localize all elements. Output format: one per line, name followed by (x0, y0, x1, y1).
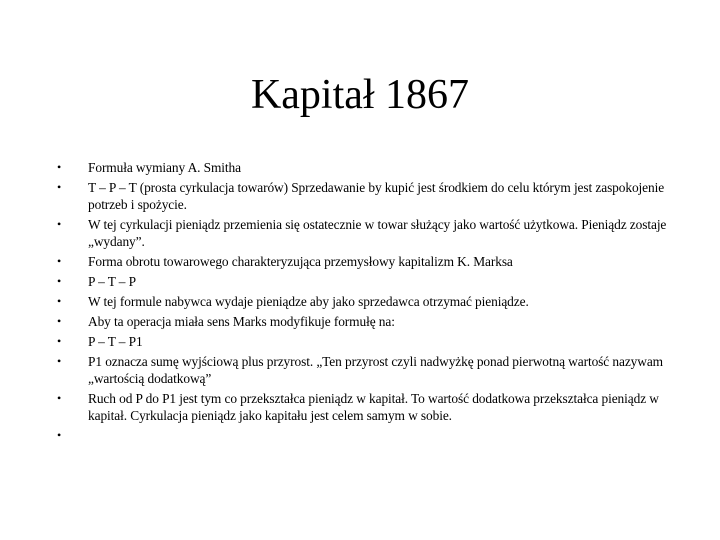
bullet-text: P – T – P (88, 274, 136, 289)
bullet-item (57, 353, 677, 387)
bullet-text: W tej cyrkulacji pieniądz przemienia się ostatecznie w towar służący jako wartość użytkowa. Pieniądz zostaje „wydany”. (88, 217, 667, 249)
bullet-item (57, 216, 677, 250)
bullet-dot-icon: • (57, 354, 62, 368)
bullet-text: Formuła wymiany A. Smitha (88, 160, 241, 175)
bullet-text: W tej formule nabywca wydaje pieniądze aby jako sprzedawca otrzymać pieniądze. (88, 294, 529, 309)
bullet-text: Aby ta operacja miała sens Marks modyfikuje formułę na: (88, 314, 395, 329)
bullet-dot-icon: • (57, 160, 62, 174)
slide-title: Kapitał 1867 (250, 72, 470, 118)
bullet-text: P – T – P1 (88, 334, 143, 349)
bullet-item (57, 273, 677, 290)
bullet-item (57, 333, 677, 350)
bullet-item (57, 179, 677, 213)
bullet-dot-icon: • (57, 217, 62, 231)
bullet-text: T – P – T (prosta cyrkulacja towarów) Sprzedawanie by kupić jest środkiem do celu którym jest zaspokojenie potrzeb i spożycie. (88, 180, 665, 212)
bullet-dot-icon: • (57, 180, 62, 194)
bullet-dot-icon: • (57, 428, 62, 442)
bullet-dot-icon: • (57, 334, 62, 348)
bullet-dot-icon: • (57, 314, 62, 328)
bullet-dot-icon: • (57, 391, 62, 405)
bullet-dot-icon: • (57, 254, 62, 268)
bullet-item (57, 313, 677, 330)
bullet-text: Ruch od P do P1 jest tym co przekształca pieniądz w kapitał. To wartość dodatkowa przekształca pieniądz w kapitał. Cyrkulacja pieniądz jako kapitału jest celem samym w sobie. (88, 391, 659, 423)
bullet-text: P1 oznacza sumę wyjściową plus przyrost. „Ten przyrost czyli nadwyżkę ponad pierwotną wartość nazywam „wartością dodatkową” (88, 354, 663, 386)
bullet-dot-icon: • (57, 274, 62, 288)
bullet-list (57, 159, 677, 442)
bullet-item (57, 293, 677, 310)
bullet-item (57, 159, 677, 176)
bullet-text: Forma obrotu towarowego charakteryzująca przemysłowy kapitalizm K. Marksa (88, 254, 513, 269)
bullet-item (57, 390, 677, 424)
bullet-dot-icon: • (57, 294, 62, 308)
bullet-item (57, 253, 677, 270)
